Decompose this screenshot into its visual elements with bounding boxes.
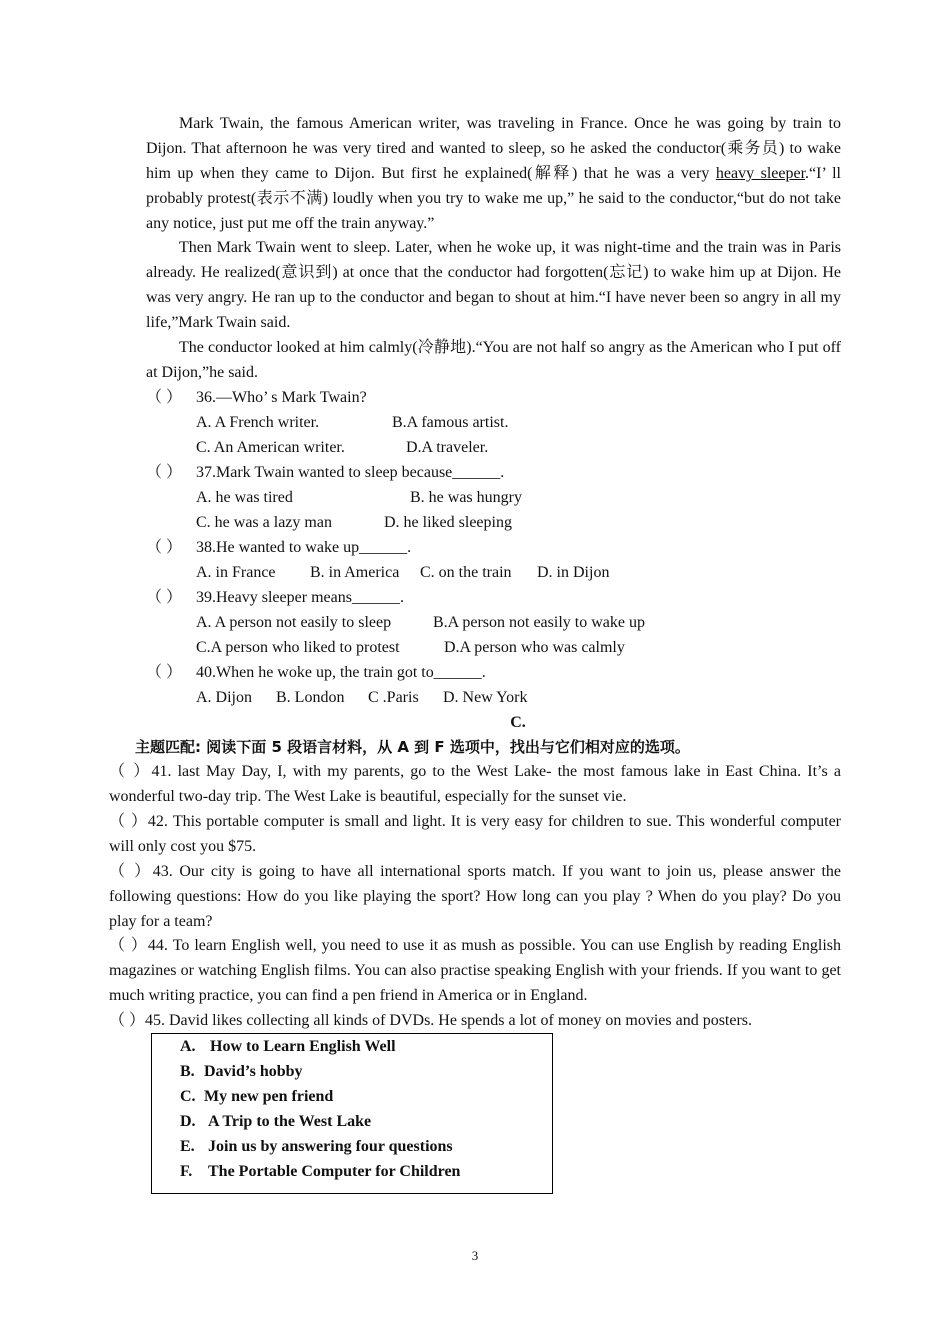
option-38-d: D. in Dijon [537, 564, 610, 581]
option-37-d: D. he liked sleeping [384, 514, 512, 531]
passage-paragraph-3: The conductor looked at him calmly(冷静地).“You are not half so angry as the American who I put off at Dijon,”he said. [146, 339, 841, 381]
question-stem: 38.He wanted to wake up______. [196, 539, 412, 556]
question-36 [146, 385, 367, 410]
question-38 [146, 535, 411, 560]
question-stem: 39.Heavy sleeper means______. [196, 589, 404, 606]
choice-a: A. How to Learn English Well [180, 1038, 396, 1055]
answer-blank[interactable]: （ ） [146, 389, 183, 406]
option-40-d: D. New York [443, 689, 528, 706]
question-39 [146, 585, 404, 610]
option-39-a: A. A person not easily to sleep [196, 614, 392, 631]
passage-p1-before: Mark Twain, the famous American writer, was traveling in France. Once he was going by train to Dijon. That afternoon he was very tired and wanted to sleep, so he asked the conductor(乘务员) to wake him up when they came to Dijon. But first he explained(解释) that he was a very [146, 115, 841, 182]
item-41: （ ）41. last May Day, I, with my parents, go to the West Lake- the most famous lake in East China. It’s a wonderful two-day trip. The West Lake is beautiful, especially for the sunset vie. [109, 763, 841, 805]
choices-box [151, 1033, 553, 1194]
question-40 [146, 660, 486, 685]
option-38-c: C. on the train [420, 564, 512, 581]
option-40-a: A. Dijon [196, 689, 252, 706]
question-stem: 37.Mark Twain wanted to sleep because______. [196, 464, 505, 481]
option-37-b: B. he was hungry [410, 489, 522, 506]
option-36-c: C. An American writer. [196, 439, 345, 456]
choice-b: B. David’s hobby [180, 1063, 303, 1080]
section-c-instruction: 主题匹配: 阅读下面 5 段语言材料，从 A 到 F 选项中，找出与它们相对应的选项。 [135, 738, 690, 756]
option-36-d: D.A traveler. [406, 439, 489, 456]
option-39-c: C.A person who liked to protest [196, 639, 400, 656]
question-stem: 40.When he woke up, the train got to______. [196, 664, 486, 681]
answer-blank[interactable]: （ ） [146, 539, 183, 556]
answer-blank[interactable]: （ ） [146, 464, 183, 481]
option-37-a: A. he was tired [196, 489, 293, 506]
item-45: （ ）45. David likes collecting all kinds of DVDs. He spends a lot of money on movies and posters. [109, 1012, 753, 1029]
passage-p1-after: .“I’ ll probably protest(表示不满) loudly when you try to wake me up,” he said to the conductor,“but do not take any notice, just put me off the train anyway.” [146, 164, 841, 232]
section-c-heading: C. [510, 714, 526, 731]
option-40-b: B. London [276, 689, 345, 706]
answer-blank[interactable]: （ ） [146, 589, 183, 606]
item-43: （ ）43. Our city is going to have all international sports match. If you want to join us, please answer the following questions: How do you like playing the sport? How long can you play ? When do you play? Do you play for a team? [109, 863, 841, 930]
option-40-c: C .Paris [368, 689, 419, 706]
option-39-d: D.A person who was calmly [444, 639, 625, 656]
option-36-a: A. A French writer. [196, 414, 320, 431]
passage-paragraph-1 [146, 112, 841, 237]
option-38-b: B. in America [310, 564, 400, 581]
page-number: 3 [471, 1248, 479, 1263]
item-42: （ ）42. This portable computer is small and light. It is very easy for children to sue. This wonderful computer will only cost you $75. [109, 813, 841, 855]
option-39-b: B.A person not easily to wake up [433, 614, 645, 631]
choice-d: D. A Trip to the West Lake [180, 1113, 372, 1130]
choice-f: F. The Portable Computer for Children [180, 1163, 461, 1180]
passage-p1-underlined: heavy sleeper [715, 164, 806, 182]
item-44: （ ）44. To learn English well, you need to use it as mush as possible. You can use English by reading English magazines or watching English films. You can also practise speaking English with your friends. If you want to get much writing practice, you can find a pen friend in America or in England. [109, 937, 841, 1004]
choice-c: C. My new pen friend [180, 1088, 334, 1105]
option-36-b: B.A famous artist. [392, 414, 509, 431]
question-37 [146, 460, 504, 485]
option-38-a: A. in France [196, 564, 276, 581]
option-37-c: C. he was a lazy man [196, 514, 332, 531]
passage-paragraph-2: Then Mark Twain went to sleep. Later, when he woke up, it was night-time and the train was in Paris already. He realized(意识到) at once that the conductor had forgotten(忘记) to wake him up at Dijon. He was very angry. He ran up to the conductor and began to shout at him.“I have never been so angry in all my life,”Mark Twain said. [146, 239, 841, 331]
choice-e: E. Join us by answering four questions [180, 1138, 453, 1155]
question-stem: 36.—Who’ s Mark Twain? [196, 389, 367, 406]
answer-blank[interactable]: （ ） [146, 664, 183, 681]
